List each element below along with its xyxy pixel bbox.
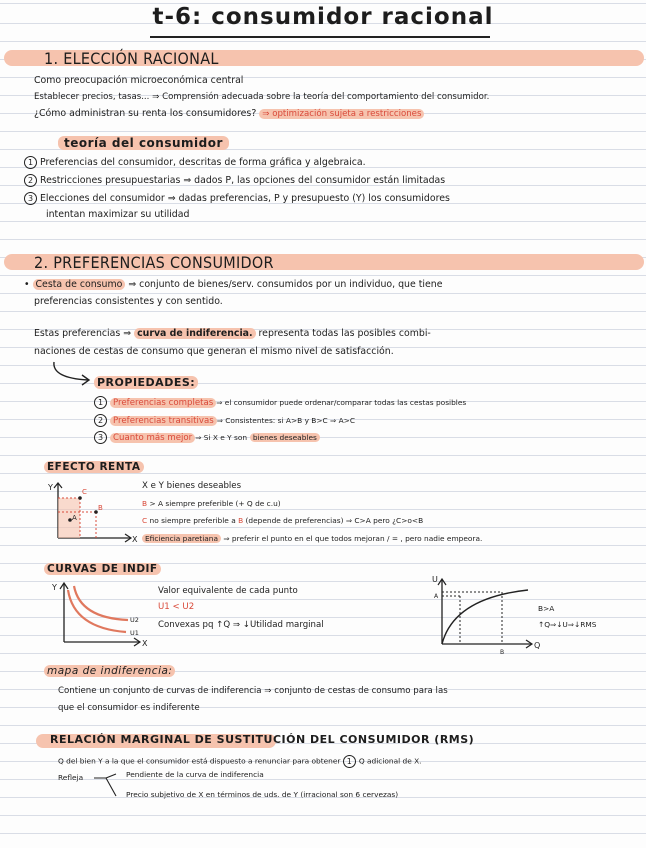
eficiencia-paretiana: Eficiencia paretiana	[142, 534, 221, 543]
teoria-heading: teoría del consumidor	[58, 136, 229, 150]
prop-item-1	[94, 396, 466, 409]
cesta-cont: preferencias consistentes y con sentido.	[34, 296, 223, 307]
refleja-item-1: Pendiente de la curva de indiferencia	[126, 770, 264, 779]
curvas-heading: CURVAS DE INDIF	[44, 563, 161, 575]
efecto-text: ⇒ preferir el punto en el que todos mejoran / = , pero nadie empeora.	[223, 534, 483, 543]
number-circle: 1	[343, 755, 356, 768]
efecto-b2: B	[238, 516, 244, 525]
s1-line-2: Establecer precios, tasas... ⇒ Comprensión adecuada sobre la teoría del comportamiento del consumidor.	[34, 92, 490, 102]
rms-text: Q del bien Y a la que el consumidor está dispuesto a renunciar para obtener	[58, 756, 341, 766]
efecto-b: B	[142, 499, 148, 508]
number-circle: 2	[94, 414, 107, 427]
graph-label-a: A	[434, 593, 439, 600]
utility-note-2: ↑Q⇒↓U⇒↓RMS	[538, 620, 597, 629]
curvas-line-1: Valor equivalente de cada punto	[158, 586, 298, 596]
graph-label-b: B	[500, 649, 505, 656]
prop-label: Preferencias transitivas	[110, 416, 217, 426]
efecto-text: no siempre preferible a	[149, 516, 236, 525]
graph-label-c: C	[82, 488, 87, 496]
number-circle: 3	[24, 192, 37, 205]
efecto-line-3	[142, 516, 423, 525]
graph-axis-y: Y	[52, 583, 57, 592]
pref-text-a: Estas preferencias ⇒	[34, 328, 132, 339]
utility-note-1: B>A	[538, 604, 555, 613]
cesta-line: • Cesta de consumo ⇒ conjunto de bienes/serv. consumidos por un individuo, que tiene	[24, 279, 443, 290]
rms-line-1	[58, 755, 422, 768]
prop-label: Preferencias completas	[110, 398, 216, 408]
pref-cont: naciones de cestas de consumo que generan el mismo nivel de satisfacción.	[34, 346, 394, 357]
s1-optimization: ⇒ optimización sujeta a restricciones	[259, 109, 424, 119]
efecto-line-2	[142, 499, 281, 508]
curvas-line-2: U1 < U2	[158, 602, 195, 612]
arrow-icon	[48, 360, 98, 388]
rms-text: Q adicional de X.	[358, 756, 422, 766]
mapa-line-1: Contiene un conjunto de curvas de indiferencia ⇒ conjunto de cestas de consumo para las	[58, 686, 448, 696]
number-circle: 2	[24, 174, 37, 187]
curve-label-u2: U2	[130, 616, 139, 624]
prop-item-3	[94, 431, 320, 444]
number-circle: 1	[24, 156, 37, 169]
pref-line	[34, 328, 431, 339]
propiedades-heading: PROPIEDADES:	[94, 376, 198, 389]
graph-label-b: B	[98, 504, 103, 512]
cesta-text: ⇒ conjunto de bienes/serv. consumidos por un individuo, que tiene	[128, 279, 443, 290]
prop-text: ⇒ el consumidor puede ordenar/comparar todas las cestas posibles	[216, 398, 467, 407]
efecto-text: (depende de preferencias) ⇒ C>A pero ¿C>o<B	[245, 516, 424, 525]
curvas-graph	[44, 580, 154, 650]
graph-axis-x: X	[132, 535, 138, 544]
section-2-heading: 2. PREFERENCIAS CONSUMIDOR	[34, 253, 274, 272]
teoria-item-2	[24, 174, 445, 187]
utility-graph	[428, 574, 554, 658]
page-title: t-6: consumidor racional	[152, 4, 494, 30]
prop-item-2	[94, 414, 355, 427]
teoria-item-text: Restricciones presupuestarias ⇒ dados P, las opciones del consumidor están limitadas	[40, 175, 446, 186]
cesta-label: Cesta de consumo	[33, 279, 126, 290]
efecto-text: > A siempre preferible (+ Q de c.u)	[149, 499, 281, 508]
teoria-item-3-cont: intentan maximizar su utilidad	[46, 209, 190, 220]
teoria-item-text: Preferencias del consumidor, descritas de forma gráfica y algebraica.	[40, 157, 366, 168]
graph-axis-x: X	[142, 639, 148, 648]
efecto-line-4	[142, 534, 482, 543]
prop-text: ⇒ Consistentes: si A>B y B>C ⇒ A>C	[216, 416, 356, 425]
s1-question: ¿Cómo administran su renta los consumidores?	[34, 108, 257, 119]
number-circle: 3	[94, 431, 107, 444]
prop-text: ⇒ Si X e Y son	[195, 433, 248, 442]
pref-text-b: representa todas las posibles combi-	[258, 328, 431, 339]
curvas-line-3: Convexas pq ↑Q ⇒ ↓Utilidad marginal	[158, 620, 324, 630]
teoria-item-1	[24, 156, 366, 169]
refleja-item-2: Precio subjetivo de X en términos de uds. de Y (irracional son 6 cervezas)	[126, 790, 399, 799]
rms-heading: RELACIÓN MARGINAL DE SUSTITUCIÓN DEL CONSUMIDOR (RMS)	[50, 733, 475, 746]
graph-label-a: A	[72, 514, 77, 522]
efecto-renta-heading: EFECTO RENTA	[44, 461, 144, 473]
refleja-label: Refleja	[58, 773, 84, 782]
efecto-line-1: X e Y bienes deseables	[142, 481, 242, 491]
s1-line-1: Como preocupación microeconómica central	[34, 75, 244, 86]
mapa-line-2: que el consumidor es indiferente	[58, 703, 200, 713]
efecto-c: C	[142, 516, 148, 525]
curva-indiferencia-label: curva de indiferencia.	[134, 328, 255, 339]
mapa-heading: mapa de indiferencia:	[44, 665, 175, 677]
efecto-renta-graph	[44, 480, 140, 546]
prop-tail: bienes deseables	[250, 433, 320, 442]
graph-axis-q: Q	[534, 641, 541, 650]
curve-label-u1: U1	[130, 629, 139, 637]
title-underline	[150, 36, 490, 38]
section-1-heading: 1. ELECCIÓN RACIONAL	[44, 49, 219, 68]
graph-axis-u: U	[432, 575, 438, 584]
teoria-item-3	[24, 192, 450, 205]
graph-axis-y: Y	[48, 483, 53, 492]
prop-label: Cuanto más mejor	[110, 433, 195, 443]
teoria-item-text: Elecciones del consumidor ⇒ dadas preferencias, P y presupuesto (Y) los consumidores	[40, 193, 450, 204]
number-circle: 1	[94, 396, 107, 409]
